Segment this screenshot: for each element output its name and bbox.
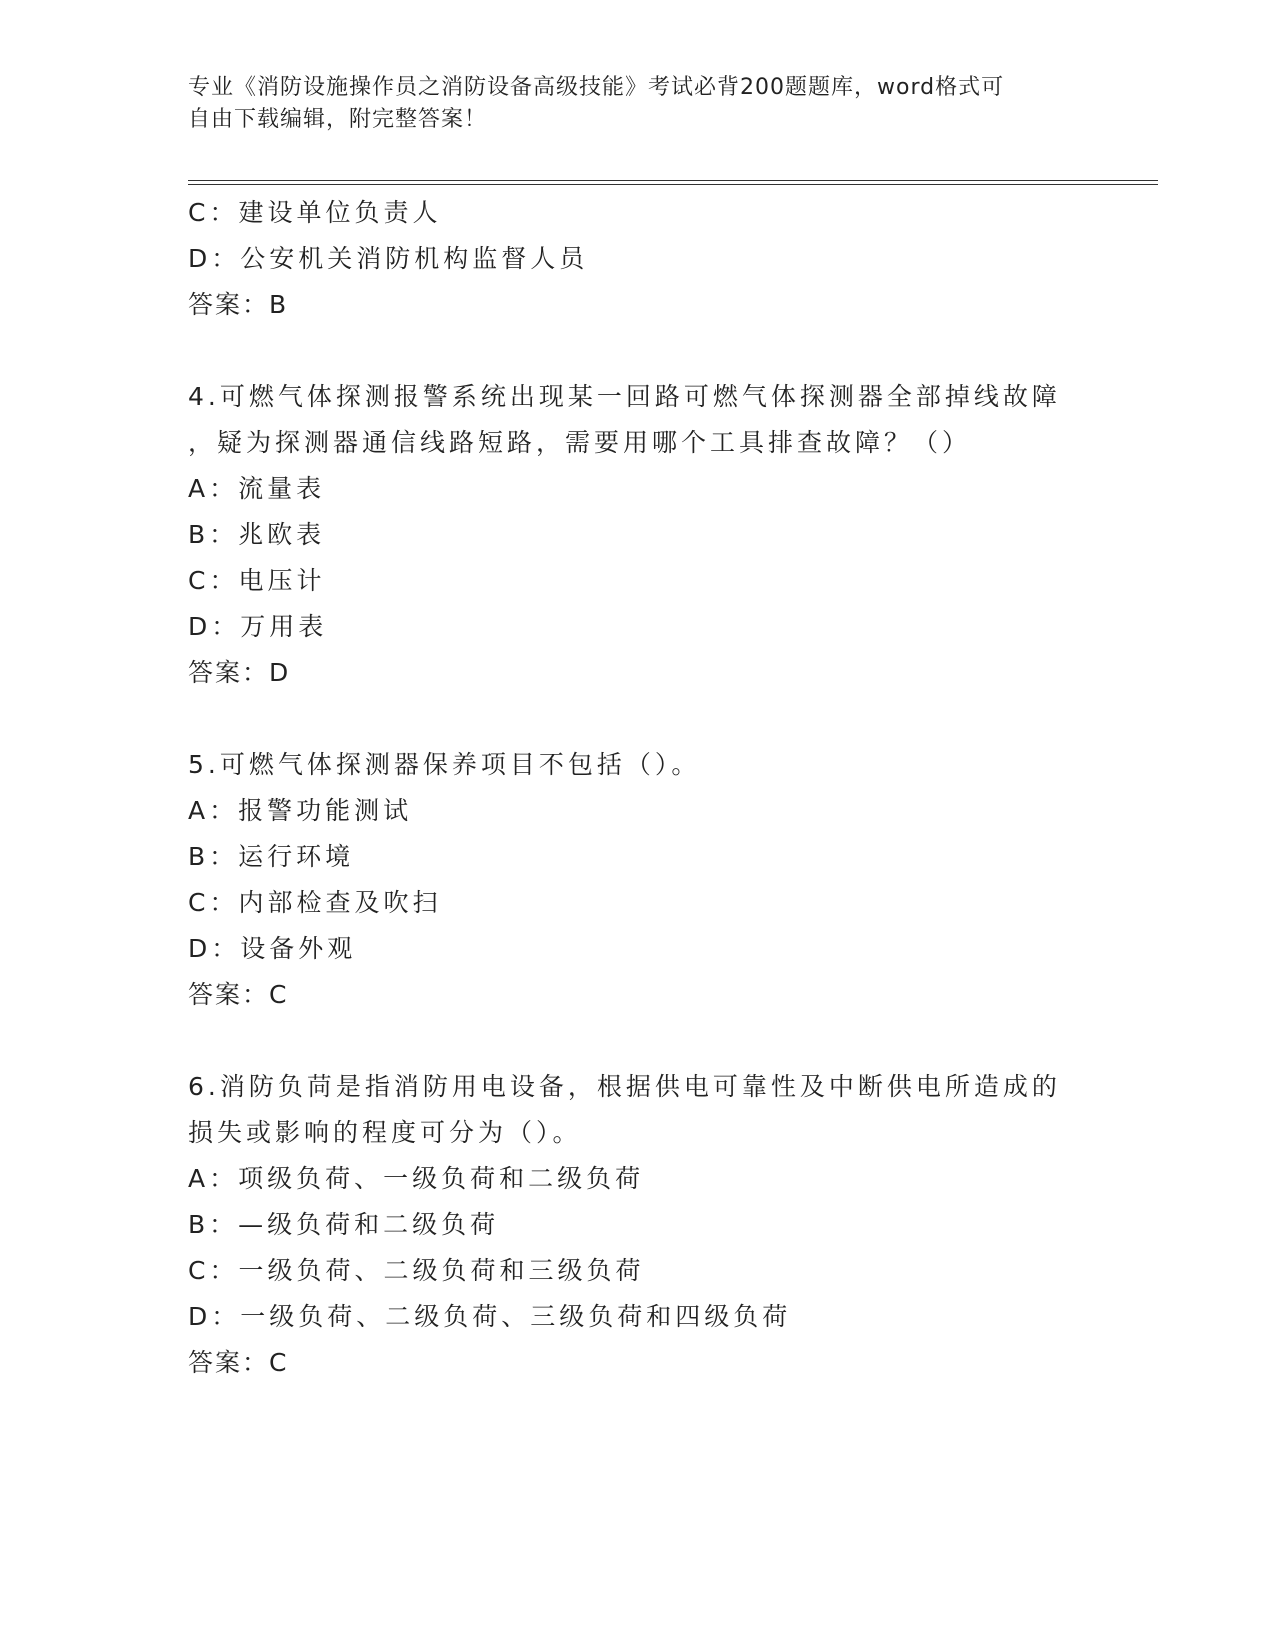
option-c: C：内部检查及吹扫 (188, 888, 442, 917)
answer-line: 答案：C (188, 980, 289, 1009)
option-d: D：一级负荷、二级负荷、三级负荷和四级负荷 (188, 1302, 792, 1331)
question-stem: 6.消防负苘是指消防用电设备，根据供电可靠性及中断供电所造成的 (188, 1072, 1061, 1101)
option-d: D：公安机关消防机构监督人员 (188, 244, 589, 273)
question-6 (188, 1064, 1148, 1386)
option-c: C：一级负荷、二级负荷和三级负荷 (188, 1256, 645, 1285)
header-line-2: 自由下载编辑，附完整答案！ (188, 107, 488, 132)
option-b: B：—级负荷和二级负荷 (188, 1210, 500, 1239)
header-divider-bottom (188, 184, 1158, 185)
option-c: C：建设单位负责人 (188, 198, 442, 227)
answer-line: 答案：C (188, 1348, 289, 1377)
question-4 (188, 374, 1148, 696)
question-stem: 损失或影响的程度可分为（）。 (188, 1118, 582, 1147)
question-stem: 4.可燃气体探测报警系统出现某一回路可燃气体探测器全部掉线故障 (188, 382, 1061, 411)
option-b: B：兆欧表 (188, 520, 326, 549)
question-stem: 5.可燃气体探测器保养项目不包括（）。 (188, 750, 701, 779)
header-divider-top (188, 180, 1158, 181)
option-a: A：流量表 (188, 474, 326, 503)
question-gap (188, 328, 1148, 374)
option-d: D：设备外观 (188, 934, 357, 963)
option-c: C：电压计 (188, 566, 326, 595)
answer-line: 答案：B (188, 290, 289, 319)
question-list (188, 190, 1148, 1386)
header-line-1: 专业《消防设施操作员之消防设备高级技能》考试必背200题题库，word格式可 (188, 75, 1005, 100)
document-header (188, 72, 1088, 136)
question-stem: ，疑为探测器通信线路短路，需要用哪个工具排查故障？（） (188, 428, 972, 457)
question-5 (188, 742, 1148, 1018)
question-3-tail (188, 190, 1148, 328)
option-a: A：报警功能测试 (188, 796, 413, 825)
question-gap (188, 1018, 1148, 1064)
answer-line: 答案：D (188, 658, 291, 687)
option-a: A：项级负荷、一级负荷和二级负荷 (188, 1164, 645, 1193)
option-b: B：运行环境 (188, 842, 355, 871)
option-d: D：万用表 (188, 612, 328, 641)
question-gap (188, 696, 1148, 742)
